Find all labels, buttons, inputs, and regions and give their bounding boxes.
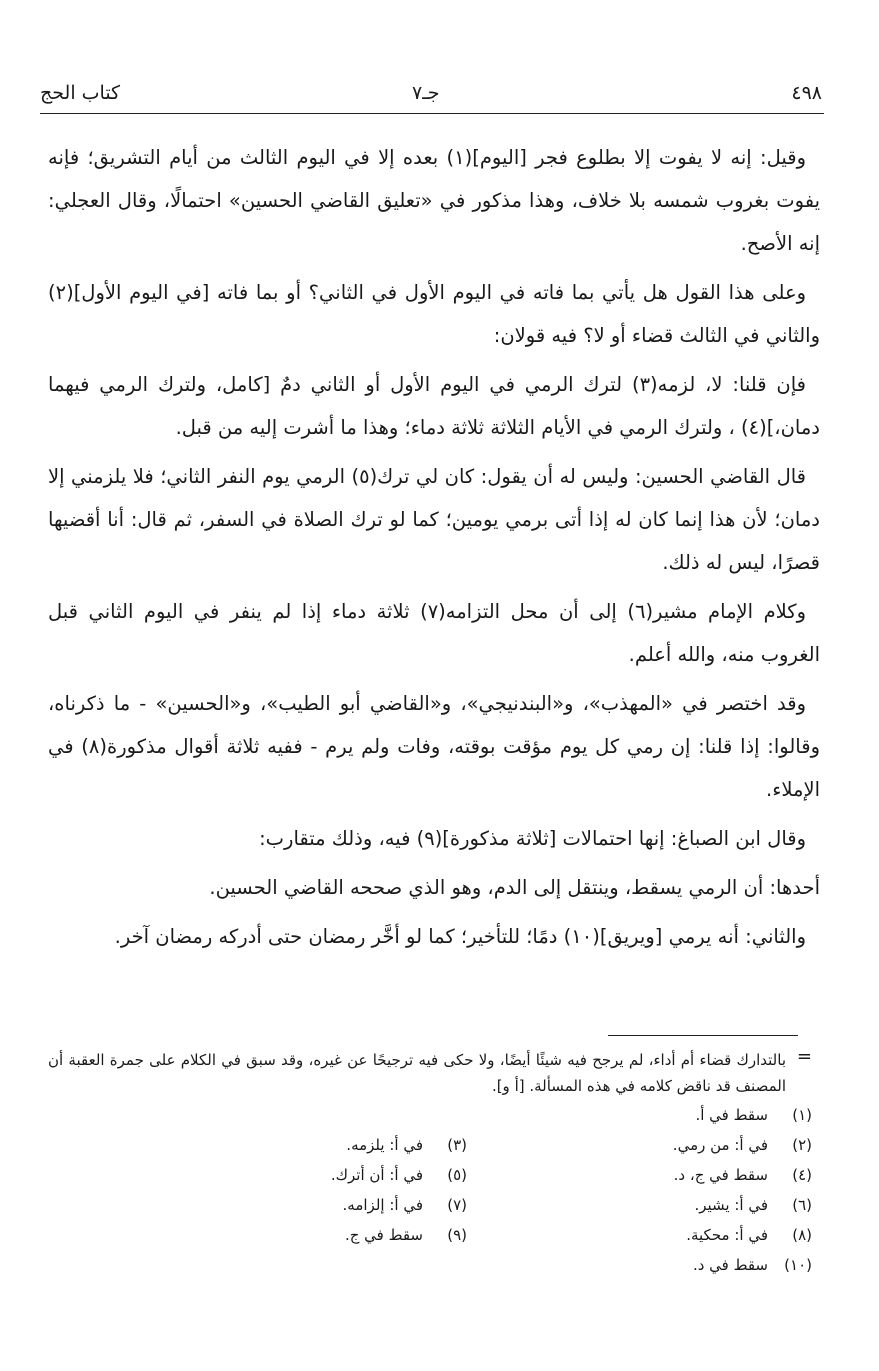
footnote-text: في أ: إلزامه.: [342, 1196, 423, 1214]
footnote-item: [467, 1191, 812, 1221]
header-rule: [40, 113, 824, 114]
footnote-number: (٥): [447, 1166, 467, 1184]
continuation-mark: =: [796, 1046, 812, 1067]
paragraph: أحدها: أن الرمي يسقط، وينتقل إلى الدم، وهو الذي صححه القاضي الحسين.: [209, 876, 820, 899]
footnote-spacer: [167, 1251, 467, 1281]
footnote-number: (٩): [447, 1226, 467, 1244]
footnote-item: [167, 1131, 467, 1161]
footnote-separator: [608, 1035, 798, 1036]
paragraph: قال القاضي الحسين: وليس له أن يقول: كان لي ترك(٥) الرمي يوم النفر الثاني؛ فلا يلزمني إلا دمان؛ لأن هذا إنما كان له إذا أتى برمي يومين؛ كما لو ترك الصلاة في السفر، ثم قال: أنا أقضيها قصرًا، ليس له ذلك.: [48, 465, 820, 574]
footnote-list: [48, 1101, 812, 1281]
footnote-text: في أ: من رمي.: [672, 1136, 768, 1154]
footnote-number: (١٠): [784, 1256, 812, 1274]
footnote-text: سقط في ج.: [344, 1226, 423, 1244]
footnote-text: سقط في أ.: [695, 1106, 768, 1124]
paragraph: وعلى هذا القول هل يأتي بما فاته في اليوم الأول في الثاني؟ أو بما فاته [في اليوم الأول](٢) والثاني في الثالث قضاء أو لا؟ فيه قولان:: [48, 281, 820, 347]
footnote-text: سقط في د.: [692, 1256, 768, 1274]
footnote-number: (٢): [792, 1136, 812, 1154]
footnote-number: (١): [792, 1106, 812, 1124]
footnote-item: [467, 1221, 812, 1251]
paragraph: وقيل: إنه لا يفوت إلا بطلوع فجر [اليوم](١) بعده إلا في اليوم الثالث من أيام التشريق؛ فإنه يفوت بغروب شمسه بلا خلاف، وهذا مذكور في «تعليق القاضي الحسين» احتمالًا، وقال العجلي: إنه الأصح.: [48, 146, 820, 255]
footnote-number: (٤): [792, 1166, 812, 1184]
page-number: ٤٩٨: [791, 82, 822, 104]
book-title: كتاب الحج: [40, 82, 121, 104]
footnote-item: [467, 1101, 812, 1131]
paragraph: والثاني: أنه يرمي [ويريق](١٠) دمًا؛ للتأخير؛ كما لو أخَّر رمضان حتى أدركه رمضان آخر.: [114, 925, 806, 948]
footnote-text: في أ: أن أترك.: [330, 1166, 423, 1184]
footnote-text: سقط في ج، د.: [673, 1166, 768, 1184]
footnote-item: [167, 1191, 467, 1221]
footnote-item: [167, 1161, 467, 1191]
footnote-text: في أ: يشير.: [694, 1196, 768, 1214]
paragraph: وقال ابن الصباغ: إنها احتمالات [ثلاثة مذكورة](٩) فيه، وذلك متقارب:: [259, 827, 806, 850]
volume-label: جـ٧: [412, 82, 440, 104]
paragraph: فإن قلنا: لا، لزمه(٣) لترك الرمي في اليوم الأول أو الثاني دمٌ [كامل، ولترك الرمي فيهما دمان،](٤) ، ولترك الرمي في الأيام الثلاثة ثلاثة دماء؛ وهذا ما أشرت إليه من قبل.: [48, 373, 820, 439]
footnote-text: في أ: محكية.: [686, 1226, 768, 1244]
footnote-continuation-text: بالتدارك قضاء أم أداء، لم يرجح فيه شيئًا أيضًا، ولا حكى فيه ترجيحًا عن غيره، وقد سبق في الكلام على جمرة العقبة أن المصنف قد ناقض كلامه في هذه المسألة. [أ و].: [48, 1051, 786, 1095]
running-header: [40, 78, 822, 112]
paragraph: وقد اختصر في «المهذب»، و«البندنيجي»، و«القاضي أبو الطيب»، و«الحسين» - ما ذكرناه، وقالوا: إذا قلنا: إن رمي كل يوم مؤقت بوقته، وفات ولم يرم - ففيه ثلاثة أقوال مذكورة(٨) في الإملاء.: [48, 692, 820, 801]
footnote-number: (٣): [447, 1136, 467, 1154]
footnote-text: في أ: يلزمه.: [346, 1136, 423, 1154]
paragraph: وكلام الإمام مشير(٦) إلى أن محل التزامه(٧) ثلاثة دماء إذا لم ينفر في اليوم الثاني قبل الغروب منه، والله أعلم.: [48, 600, 820, 666]
footnote-spacer: [167, 1101, 467, 1131]
footnote-number: (٦): [792, 1196, 812, 1214]
footnote-item: [467, 1251, 812, 1281]
footnote-item: [467, 1131, 812, 1161]
footnote-item: [467, 1161, 812, 1191]
footnote-number: (٨): [792, 1226, 812, 1244]
footnote-number: (٧): [447, 1196, 467, 1214]
footnotes: [48, 1047, 812, 1281]
footnote-item: [167, 1221, 467, 1251]
main-text: [48, 136, 820, 964]
footnote-continuation: [48, 1047, 812, 1099]
